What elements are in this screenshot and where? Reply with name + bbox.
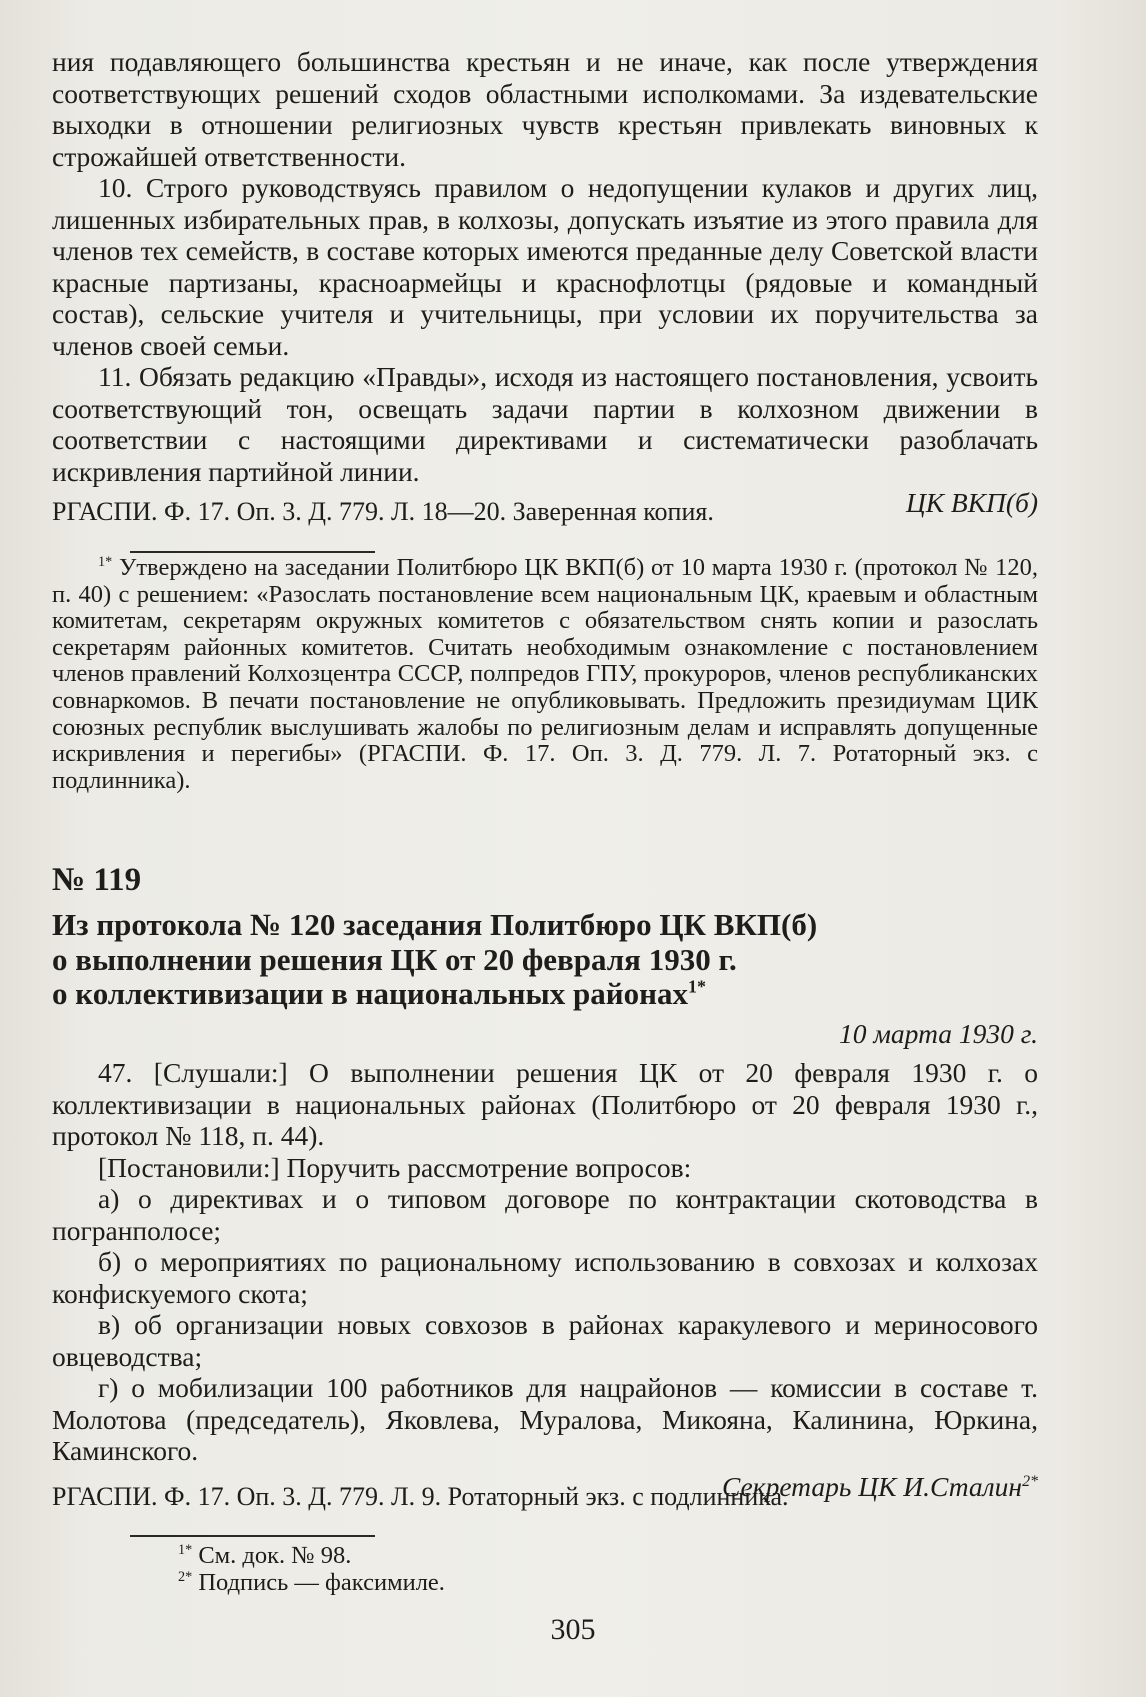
paragraph-10: 10. Строго руководствуясь правилом о недопущении кулаков и других лиц, лишенных избирательных прав, в колхозы, допускать изъятие из этого правила для членов тех семейств, в составе которых имеются преданные делу Советской власти красные партизаны, красноармейцы и краснофлотцы (рядовые и командный состав), сельские учителя и учительницы, при условии их поручительства за членов своей семьи.: [52, 172, 1038, 361]
footnote-divider-2: [130, 1535, 375, 1537]
document-title-line2: о выполнении решения ЦК от 20 февраля 1930 г.: [52, 941, 737, 977]
footnote-doc-2: [178, 1570, 878, 1597]
paragraph-47: 47. [Слушали:] О выполнении решения ЦК от 20 февраля 1930 г. о коллективизации в национальных районах (Политбюро от 20 февраля 1930 г., протокол № 118, п. 44).: [52, 1057, 1038, 1151]
footnote-block-1: [52, 555, 1038, 794]
paragraph-11: 11. Обязать редакцию «Правды», исходя из настоящего постановления, усвоить соответствующий тон, освещать задачи партии в колхозном движении в соответствии с настоящими директивами и систематически разоблачать искривления партийной линии.: [52, 361, 1038, 487]
document-body: [52, 1057, 1038, 1502]
fn2-marker: 2*: [178, 1568, 193, 1585]
document-date: 10 марта 1930 г.: [839, 1017, 1038, 1049]
item-c: в) об организации новых совхозов в районах каракулевого и мериносового овцеводства;: [52, 1309, 1038, 1372]
page-number: 305: [550, 1613, 596, 1646]
continuation-paragraph: ния подавляющего большинства крестьян и не иначе, как после утверждения соответствующих решений сходов областными исполкомами. За издевательские выходки в отношении религиозных чувств крестьян привлекать виновных к строжайшей ответственности.: [52, 46, 1038, 172]
signature-text: Секретарь ЦК И.Сталин: [721, 1470, 1023, 1502]
title-text: о коллективизации в национальных районах: [52, 976, 688, 1011]
archive-source-1: [52, 497, 1038, 527]
fn1-text: См. док. № 98.: [198, 1542, 352, 1569]
item-b: б) о мероприятиях по рациональному использованию в совхозах и колхозах конфискуемого скота;: [52, 1246, 1038, 1309]
signature-cc: ЦК ВКП(б): [905, 487, 1038, 518]
archive-source-2: [52, 1482, 1038, 1512]
document-title-line1: Из протокола № 120 заседания Политбюро ЦК ВКП(б): [52, 907, 818, 942]
resolved-line: [Постановили:] Поручить рассмотрение вопросов:: [98, 1151, 692, 1183]
document-title-line3: [52, 977, 1038, 1012]
item-a: а) о директивах и о типовом договоре по контрактации скотоводства в погранполосе;: [52, 1183, 1038, 1246]
source-citation: РГАСПИ. Ф. 17. Оп. 3. Д. 779. Л. 18—20. Заверенная копия.: [52, 497, 714, 526]
footnote-divider: [130, 551, 375, 553]
signature-footnote-marker: 2*: [1022, 1472, 1038, 1490]
footnote-text: Утверждено на заседании Политбюро ЦК ВКП(б) от 10 марта 1930 г. (протокол № 120, п. 40) с решением: «Разослать постановление всем национальным ЦК, краевым и областным комитетам, секретарям окружных комитетов с обязательством снять копии и разослать секретарям районных комитетов. Считать необходимым ознакомление с постановлением членов правлений Колхозцентра СССР, полпредов ГПУ, прокуроров, членов республиканских совнаркомов. В печати постановление не опубликовывать. Предложить президиумам ЦИК союзных республик выслушивать жалобы по религиозным делам и исправлять допущенные искривления и перегибы» (РГАСПИ. Ф. 17. Оп. 3. Д. 779. Л. 7. Ротаторный экз. с подлинника).: [52, 554, 1038, 794]
footnote-marker: 1*: [98, 553, 113, 570]
footnote-doc-1: [178, 1543, 878, 1570]
fn1-marker: 1*: [178, 1541, 193, 1558]
previous-document-body: [52, 46, 1038, 519]
title-footnote-marker: 1*: [687, 976, 706, 997]
footnote-block-2: [178, 1543, 878, 1596]
fn2-text: Подпись — факсимиле.: [198, 1568, 445, 1596]
document-number: № 119: [52, 862, 142, 898]
footnote-1: [52, 555, 1038, 794]
source-citation-2: РГАСПИ. Ф. 17. Оп. 3. Д. 779. Л. 9. Ротаторный экз. с подлинника.: [52, 1482, 789, 1511]
item-d: г) о мобилизации 100 работников для нацрайонов — комиссии в составе т. Молотова (председатель), Яковлева, Муралова, Микояна, Калинина, Юркина, Каминского.: [52, 1372, 1038, 1466]
document-header: [52, 862, 1038, 1049]
